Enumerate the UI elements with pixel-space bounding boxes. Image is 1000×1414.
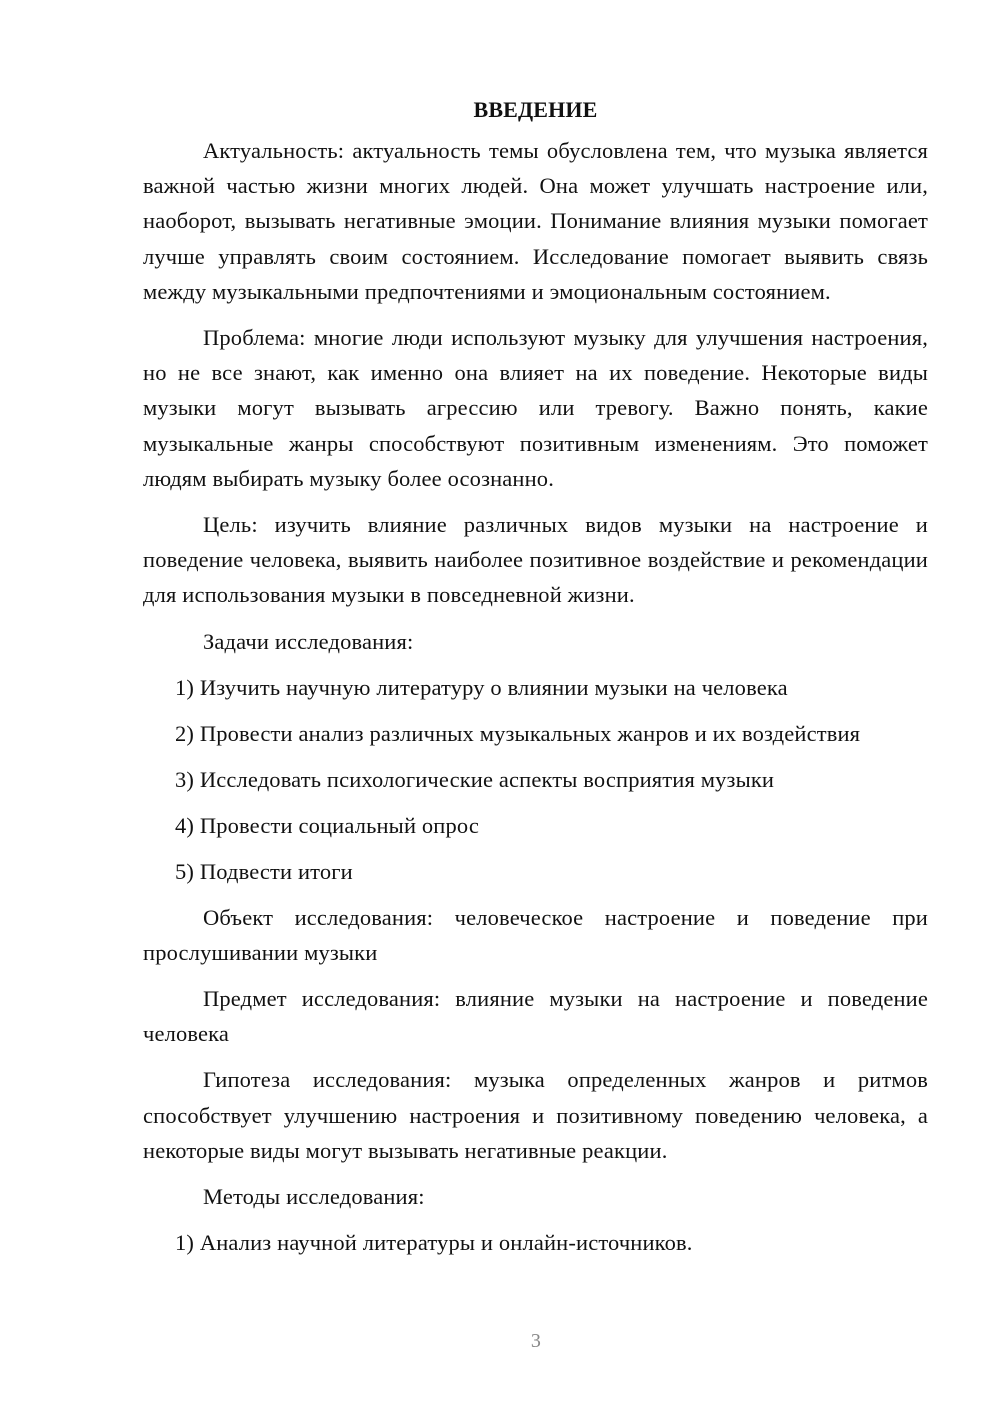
list-item: 2) Провести анализ различных музыкальных жанров и их воздействия bbox=[175, 720, 861, 746]
page-content bbox=[143, 92, 928, 1271]
methods-heading: Методы исследования: bbox=[203, 1184, 425, 1210]
subject-paragraph: Предмет исследования: влияние музыки на настроение и поведение человека bbox=[143, 986, 928, 1047]
section-title: ВВЕДЕНИЕ bbox=[473, 97, 598, 122]
object-paragraph: Объект исследования: человеческое настроение и поведение при прослушивании музыки bbox=[143, 904, 928, 965]
list-item: 1) Изучить научную литературу о влиянии музыки на человека bbox=[175, 674, 788, 700]
goal-paragraph: Цель: изучить влияние различных видов музыки на настроение и поведение человека, выявить наиболее позитивное воздействие и рекомендации для использования музыки в повседневной жизни. bbox=[143, 512, 928, 608]
list-item: 5) Подвести итоги bbox=[175, 858, 353, 884]
relevance-paragraph: Актуальность: актуальность темы обусловлена тем, что музыка является важной частью жизни многих людей. Она может улучшать настроение или, наоборот, вызывать негативные эмоции. Понимание влияния музыки помогает лучше управлять своим состоянием. Исследование помогает выявить связь между музыкальными предпочтениями и эмоциональным состоянием. bbox=[143, 138, 928, 304]
page-number: 3 bbox=[530, 1330, 542, 1352]
list-item: 4) Провести социальный опрос bbox=[175, 812, 479, 838]
list-item: 1) Анализ научной литературы и онлайн-источников. bbox=[175, 1230, 693, 1256]
list-item: 3) Исследовать психологические аспекты восприятия музыки bbox=[175, 766, 775, 792]
hypothesis-paragraph: Гипотеза исследования: музыка определенных жанров и ритмов способствует улучшению настроения и позитивному поведению человека, а некоторые виды могут вызывать негативные реакции. bbox=[143, 1067, 928, 1163]
problem-paragraph: Проблема: многие люди используют музыку для улучшения настроения, но не все знают, как именно она влияет на их поведение. Некоторые виды музыки могут вызывать агрессию или тревогу. Важно понять, какие музыкальные жанры способствуют позитивным изменениям. Это поможет людям выбирать музыку более осознанно. bbox=[143, 325, 928, 491]
tasks-heading: Задачи исследования: bbox=[203, 628, 414, 654]
